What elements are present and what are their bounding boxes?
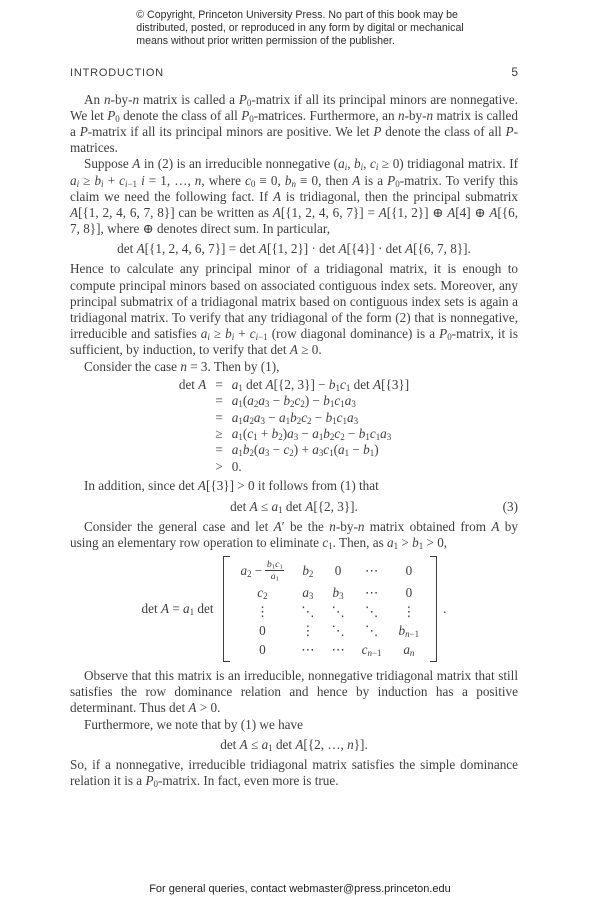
copyright-line: © Copyright, Princeton University Press. No part of this book may be (136, 9, 458, 21)
page-body (70, 92, 518, 790)
equation-relation: = (215, 409, 223, 425)
equation-relation: = (215, 393, 223, 409)
equation-det-bound-general: $\det A \le a_1$ det A[{2, …, n}]. (220, 736, 368, 753)
matrix-cell: ⋱ (331, 623, 345, 638)
chapter-title: INTRODUCTION (70, 66, 164, 79)
paragraph-general-case: Consider the general case and let A′ be the n-by-n matrix obtained from A by using an elementary row operation to eliminate $c_1$. Then, as $a_1 > b_1 > 0$, (70, 518, 518, 551)
paragraph-p0-definition: An n-by-n matrix is called a $P_0$-matrix if all its principal minors are nonnegative. We let $P_0$ denote the class of all $P_0$-matrices. Furthermore, an n-by-n matrix is called a P-matrix if all its principal minors are positive. We let P denote the class of all P-matrices. (70, 91, 518, 156)
matrix-grid (239, 556, 422, 662)
paragraph-conclusion: So, if a nonnegative, irreducible tridiagonal matrix satisfies the simple dominance relation it is a $P_0$-matrix. In fact, even more is true. (70, 756, 518, 789)
matrix-cell: ⋮ (301, 623, 315, 638)
matrix-cell: ⋱ (301, 604, 315, 619)
equation-rhs: 0. (231, 458, 242, 474)
matrix-cell: 0 (259, 623, 266, 638)
equation-rhs: $a_1(c_1 + b_2)a_3 - a_1b_2c_2 - b_1c_1a_3$ (231, 426, 392, 443)
matrix-cell: $c_{n-1}$ (361, 642, 382, 658)
matrix-cell: 0 (259, 642, 266, 657)
equation-direct-sum-determinant: det A[{1, 2, 4, 6, 7}] = det A[{1, 2}] · det A[{4}] · det A[{6, 7, 8}]. (117, 241, 471, 257)
equation-array-det-expansion (179, 377, 409, 475)
paragraph-furthermore: Furthermore, we note that by (1) we have (84, 716, 303, 732)
equation-lhs (179, 393, 206, 409)
page-number: 5 (511, 64, 518, 79)
paragraph-case-n3: Consider the case n = 3. Then by (1), (84, 358, 280, 374)
left-bracket (223, 556, 230, 662)
matrix-period: . (443, 600, 447, 616)
matrix-cell: $a_n$ (403, 642, 415, 658)
copyright-line: distributed, posted, or reproduced in any form by digital or mechanical (136, 22, 464, 35)
matrix-cell: $a_3$ (302, 585, 314, 601)
equation-lhs (179, 426, 206, 442)
matrix-cell: ⋯ (301, 642, 315, 657)
equation-rhs: $a_1a_2a_3 - a_1b_2c_2 - b_1c_1a_3$ (231, 409, 359, 426)
equation-relation: ≥ (215, 426, 223, 442)
right-bracket (430, 556, 437, 662)
matrix-cell: ⋯ (365, 585, 379, 600)
paragraph-tridiagonal-setup: Suppose A in (2) is an irreducible nonnegative ($a_i$, $b_i$, $c_i \ge 0$) tridiagonal matrix. If $a_i \ge b_i + c_{i-1}$ i = 1, …, n, where $c_0 \equiv 0$, $b_n \equiv 0$, then A is a $P_0$-matrix. To verify this claim we need the following fact. If A is tridiagonal, then the principal submatrix A[{1, 2, 4, 6, 7, 8}] can be written as A[{1, 2, 4, 6, 7}] = A[{1, 2}] ⊕ A[4] ⊕ A[{6, 7, 8}], where ⊕ denotes direct sum. In particular, (70, 156, 519, 237)
matrix-cell: 0 (405, 563, 413, 579)
equation-3 (70, 498, 518, 515)
fraction-denominator: $a_1$ (270, 571, 279, 583)
equation-rhs: $a_1$ det A[{2, $3\}] - b_1c_1$ det A[{3}] (231, 376, 410, 393)
equation-relation: = (215, 376, 223, 392)
matrix-cell: ⋱ (331, 604, 345, 619)
fraction-numerator: $b_1c_1$ (266, 558, 283, 571)
equation-lhs (179, 442, 206, 458)
equation-lhs: det A (178, 376, 207, 392)
paragraph-observe: Observe that this matrix is an irreducible, nonnegative tridiagonal matrix that still satisfies the row dominance relation and hence by induction has a positive determinant. Thus det A > 0. (70, 668, 518, 716)
footer-text: For general queries, contact webmaster@press.princeton.edu (149, 883, 451, 895)
equation-relation: = (215, 442, 223, 458)
fraction (265, 559, 284, 583)
paragraph-in-addition: In addition, since det A[{3}] > 0 it follows from (1) that (84, 478, 379, 494)
matrix-cell: 0 (405, 585, 413, 600)
matrix-cell: ⋯ (331, 642, 345, 657)
matrix-cell: ⋮ (255, 604, 269, 619)
matrix-cell-term: $a_2$ − (240, 563, 263, 580)
copyright-notice (136, 0, 463, 49)
equation-rhs: $a_1b_2(a_3 - c_2) + a_3c_1(a_1 - b_1)$ (231, 442, 379, 459)
equation-relation: > (215, 458, 223, 474)
running-header (70, 65, 518, 79)
matrix-determinant-display (70, 556, 518, 662)
copyright-line: means without prior written permission of the publisher. (136, 35, 395, 48)
matrix-cell: $c_2$ (257, 585, 268, 601)
matrix-cell: ⋱ (365, 604, 379, 619)
matrix-cell: $b_3$ (332, 585, 344, 601)
equation-3-number: (3) (502, 498, 518, 514)
paragraph-principal-minors: Hence to calculate any principal minor of a tridiagonal matrix, it is enough to compute principal minors based on associated contiguous index sets. Moreover, any principal submatrix of a tridiagonal matrix based on contiguous index sets is again a tridiagonal matrix. To verify that any tridiagonal of the form (2) that is nonnegative, irreducible and satisfies $a_i \ge b_i + c_{i-1}$ (row diagonal dominance) is a $P_0$-matrix, it is sufficient, by induction, to verify that det A ≥ 0. (70, 261, 518, 358)
footer-query-note (0, 883, 600, 895)
matrix-cell: ⋱ (365, 623, 379, 638)
matrix-cell: $b_2$ (302, 563, 314, 580)
equation-lhs (179, 459, 206, 475)
matrix-cell: ⋯ (365, 563, 379, 579)
matrix-cell (241, 559, 285, 583)
equation-3-body: $\det A \le a_1$ det A[{2, 3}]. (230, 498, 358, 515)
matrix-cell: 0 (334, 563, 342, 579)
equation-lhs (179, 410, 206, 426)
matrix-cell: ⋮ (402, 604, 416, 619)
equation-rhs: $a_1(a_2a_3 - b_2c_2) - b_1c_1a_3$ (231, 393, 356, 410)
matrix-prefix: $\det A = a_1$ det (141, 600, 214, 617)
matrix-cell: $b_{n-1}$ (398, 623, 420, 639)
